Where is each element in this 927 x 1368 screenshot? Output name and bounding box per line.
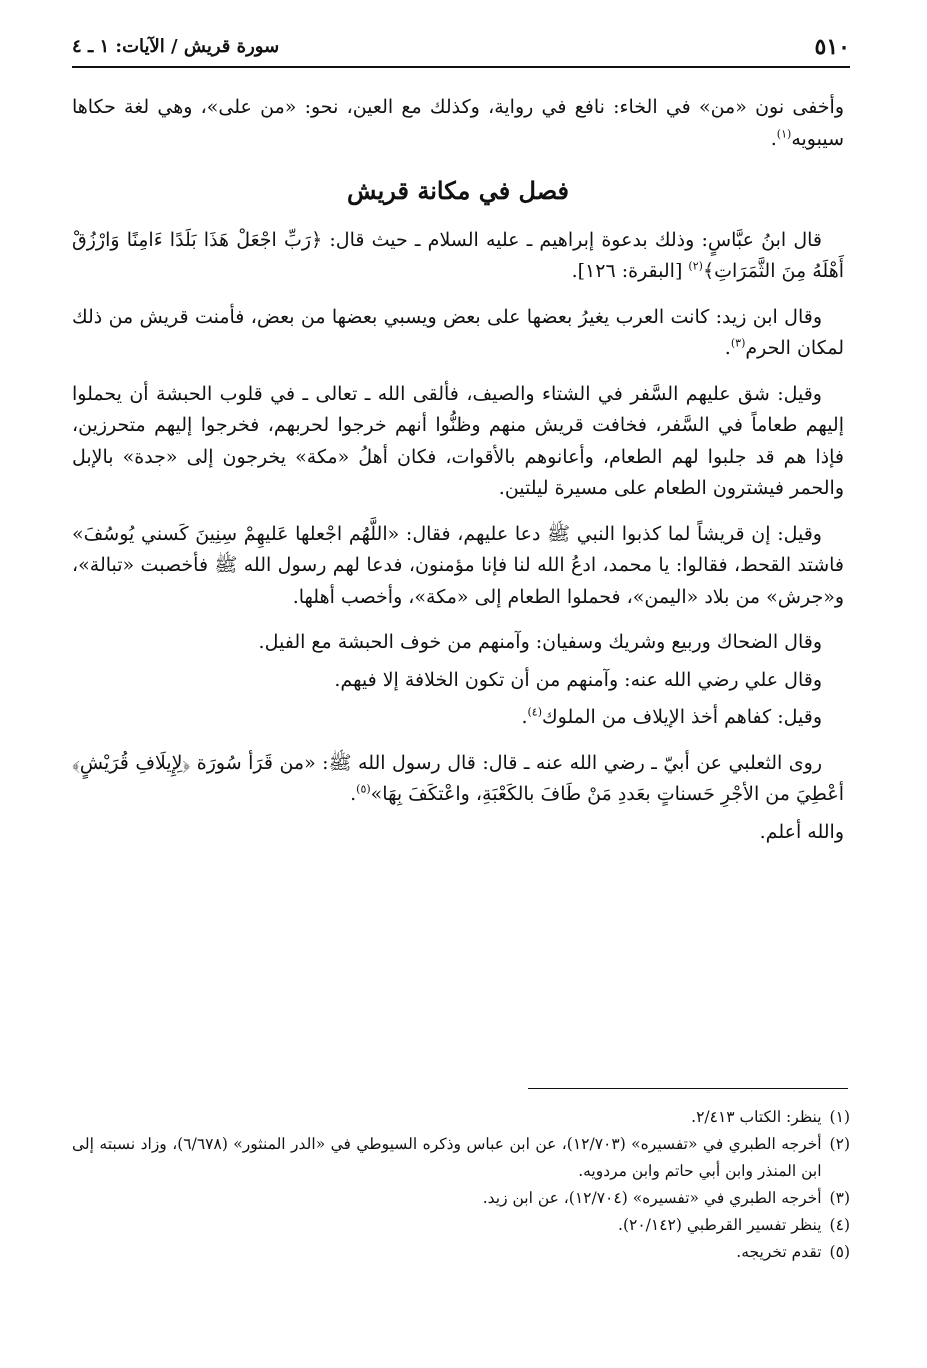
footnote (72, 1239, 850, 1266)
paragraph-text: قال ابنُ عبَّاسٍ: وذلك بدعوة إبراهيم ـ عليه السلام ـ حيث قال: ﴿رَبِّ اجْعَلْ هَذَا بَلَدًا ءَامِنًا وَارْزُقْ أَهْلَهُ مِنَ الثَّمَرَاتِ﴾ (72, 228, 844, 282)
citation: [البقرة: ١٢٦]. (571, 260, 689, 282)
paragraph-text: وقال ابن زيد: كانت العرب يغيرُ بعضها على بعض ويسبي بعضها من بعض، فأمنت قريش من ذلك لمكان الحرم (72, 305, 844, 359)
footnote-number: (٤) (829, 1216, 850, 1234)
footnote-ref: (٥) (356, 782, 371, 796)
paragraph-text: وقيل: كفاهم أخذ الإيلاف من الملوك (542, 706, 822, 728)
footnote-number: (١) (829, 1108, 850, 1126)
paragraph (72, 302, 844, 365)
footnote-text: ينظر: الكتاب ٢/٤١٣. (691, 1108, 822, 1126)
page-number: ٥١٠ (814, 34, 850, 60)
paragraph (72, 748, 844, 811)
footnote-ref: (٣) (730, 336, 746, 350)
footnote (72, 1131, 850, 1185)
footnote-number: (٥) (829, 1243, 850, 1261)
paragraph: وقيل: شق عليهم السَّفر في الشتاء والصيف، فألقى الله ـ تعالى ـ في قلوب الحبشة أن يحملوا إليهم طعاماً في السَّفر، فخافت قريش منهم وظنُّوا أنهم خرجوا لحربهم، فخرجوا إليهم متحرزين، فإذا هم قد جلبوا لهم الطعام، وأعانوهم بالأقوات، فكان أهلُ «مكة» يخرجون إلى «جدة» بالإبل والحمر فيشترون الطعام على مسيرة ليلتين. (72, 382, 844, 499)
paragraph-text: وأخفى نون «من» في الخاء: نافع في رواية، وكذلك مع العين، نحو: «من على»، وهي لغة حكاها سيبويه (72, 96, 844, 150)
paragraph: وقيل: إن قريشاً لما كذبوا النبي ﷺ دعا عليهم، فقال: «اللَّهُم اجْعلها عَليهِمْ سِنِينَ كَسني يُوسُفَ» فاشتد القحط، فقالوا: يا محمد، ادعُ الله لنا فإنا مؤمنون، فدعا لهم رسول الله ﷺ فأخصبت «تبالة»، و«جرش» من بلاد «اليمن»، فحملوا الطعام إلى «مكة»، وأخصب أهلها. (72, 522, 844, 608)
paragraph (72, 92, 844, 155)
running-header (72, 30, 850, 68)
paragraph (72, 225, 844, 288)
footnote-number: (٣) (829, 1189, 850, 1207)
punctuation: . (770, 127, 777, 150)
punctuation: . (350, 783, 357, 805)
footnote-ref: (١) (776, 127, 792, 141)
footnote-text: ينظر تفسير القرطبي (٢٠/١٤٢). (618, 1216, 822, 1234)
footnote (72, 1104, 850, 1131)
footnote-text: أخرجه الطبري في «تفسيره» (١٢/٧٠٤)، عن ابن زيد. (482, 1189, 822, 1207)
header-rule (72, 66, 850, 68)
main-text (72, 92, 844, 862)
footnote-separator (528, 1088, 848, 1089)
footnote-text: أخرجه الطبري في «تفسيره» (١٢/٧٠٣)، عن ابن عباس وذكره السيوطي في «الدر المنثور» (٦/٦٧٨)، وزاد نسبته إلى ابن المنذر وابن أبي حاتم وابن مردويه. (72, 1135, 822, 1180)
paragraph (72, 702, 844, 734)
footnote-text: تقدم تخريجه. (736, 1243, 822, 1261)
punctuation: . (724, 337, 731, 359)
paragraph-text: روى الثعلبي عن أبيّ ـ رضي الله عنه ـ قال: قال رسول الله ﷺ: «من قَرَأ سُورَة ﴿لِإِيلَافِ قُرَيْشٍ﴾ أعْطِيَ من الأجْرِ حَسناتٍ بعَددِ مَنْ طَافَ بالكَعْبَةِ، واعْتكَفَ بِهَا» (72, 751, 844, 805)
header-title: سورة قريش / الآيات: ١ ـ ٤ (72, 36, 280, 57)
section-heading: فصل في مكانة قريش (347, 176, 569, 205)
footnote (72, 1212, 850, 1239)
footnote-ref: (٤) (527, 705, 543, 719)
footnote (72, 1185, 850, 1212)
paragraph: وقال علي رضي الله عنه: وآمنهم من أن تكون الخلافة إلا فيهم. (334, 668, 822, 691)
footnote-number: (٢) (829, 1135, 850, 1153)
footnotes (72, 1104, 850, 1266)
footnote-ref: (٢) (688, 259, 703, 273)
paragraph: وقال الضحاك وربيع وشريك وسفيان: وآمنهم من خوف الحبشة مع الفيل. (258, 631, 822, 653)
punctuation: . (521, 706, 528, 728)
closing-line: والله أعلم. (759, 820, 844, 843)
